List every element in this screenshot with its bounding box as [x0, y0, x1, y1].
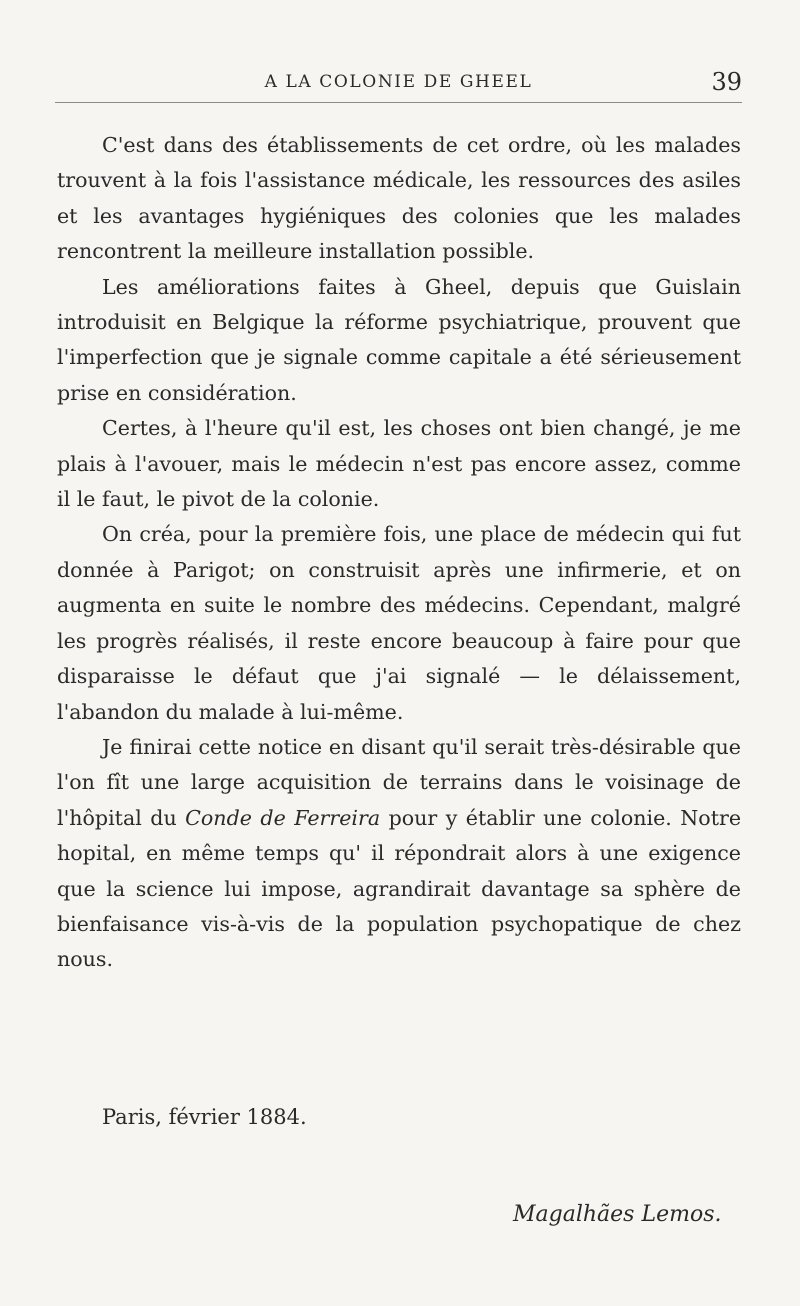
- dateline: Paris, février 1884.: [102, 1105, 307, 1129]
- header-rule: [55, 102, 742, 103]
- running-title: A LA COLONIE DE GHEEL: [264, 72, 533, 92]
- paragraph-5: [57, 730, 741, 978]
- running-head: [55, 68, 742, 106]
- paragraph-5-text-start: Je finirai cette notice en disant qu'il serait très-désirable que l'on fît une large acquisition de terrains dans le voisinage de l'hôpital du: [57, 734, 741, 830]
- signature: Magalhães Lemos.: [513, 1202, 722, 1227]
- page-number: 39: [711, 68, 742, 96]
- paragraph-5-text-end: pour y établir une colonie. Notre hopital, en même temps qu' il répondrait alors à une exigence que la science lui impose, agrandirait davantage sa sphère de bienfaisance vis-à-vis de la population psychopatique de chez nous.: [57, 805, 742, 972]
- paragraph-3: Certes, à l'heure qu'il est, les choses ont bien changé, je me plais à l'avouer, mais le médecin n'est pas encore assez, comme il le faut, le pivot de la colonie.: [57, 416, 741, 512]
- paragraph-2: Les améliorations faites à Gheel, depuis que Guislain introduisit en Belgique la réforme psychiatrique, prouvent que l'imperfection que je signale comme capitale a été sérieusement prise en considération.: [57, 274, 741, 405]
- body-text: [57, 128, 741, 978]
- paragraph-4: On créa, pour la première fois, une place de médecin qui fut donnée à Parigot; on construisit après une infirmerie, et on augmenta en suite le nombre des médecins. Cependant, malgré les progrès réalisés, il reste encore beaucoup à faire pour que disparaisse le défaut que j'ai signalé — le délaissement, l'abandon du malade à lui-même.: [57, 522, 741, 724]
- hospital-name: Conde de Ferreira: [185, 805, 381, 830]
- paragraph-1: C'est dans des établissements de cet ordre, où les malades trouvent à la fois l'assistance médicale, les ressources des asiles et les avantages hygiéniques des colonies que les malades rencontrent la meilleure installation possible.: [57, 133, 741, 264]
